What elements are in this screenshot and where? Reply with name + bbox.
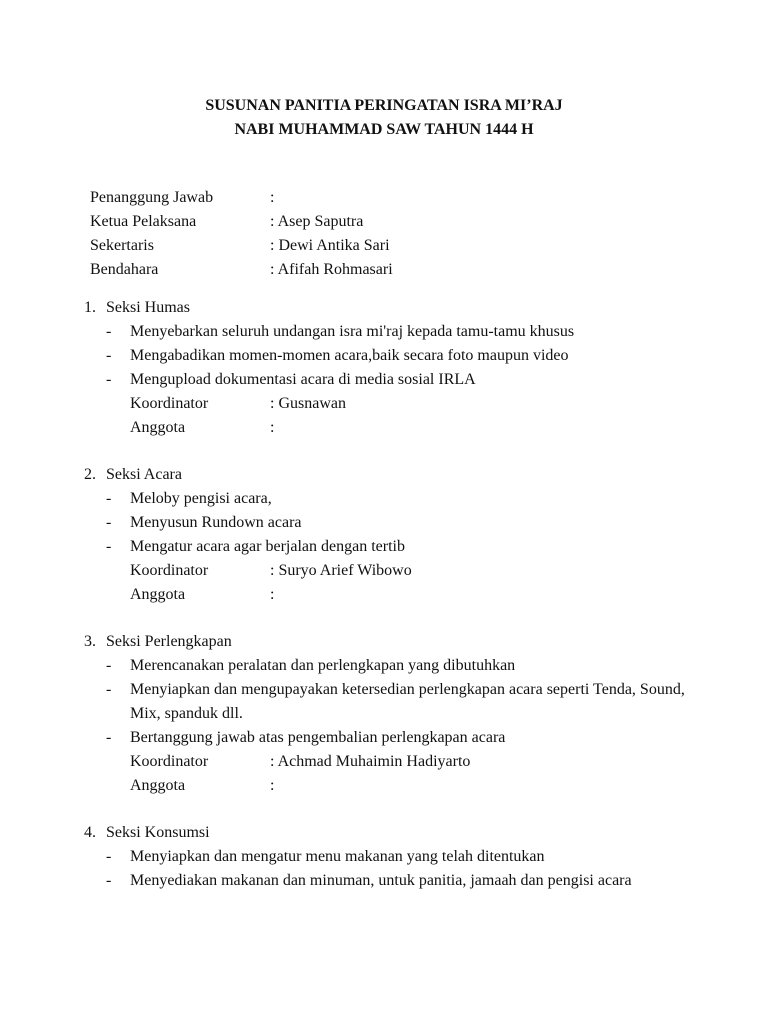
officer-label: Penanggung Jawab bbox=[90, 189, 214, 206]
officer-value: : bbox=[270, 189, 275, 206]
bullet-dash: - bbox=[106, 657, 112, 674]
anggota-row bbox=[84, 774, 684, 798]
officer-row-penanggung-jawab bbox=[90, 186, 590, 210]
koordinator-label: Koordinator bbox=[130, 395, 209, 412]
officer-label: Ketua Pelaksana bbox=[90, 213, 197, 230]
koordinator-value: : Gusnawan bbox=[270, 395, 346, 412]
list-item bbox=[84, 535, 690, 559]
section-perlengkapan bbox=[84, 630, 684, 798]
section-number: 4. bbox=[84, 824, 96, 841]
list-item bbox=[84, 726, 690, 750]
task-text: Bertanggung jawab atas pengembalian perlengkapan acara bbox=[130, 729, 506, 746]
section-acara bbox=[84, 463, 684, 607]
koordinator-value: : Suryo Arief Wibowo bbox=[270, 562, 412, 579]
officers-list bbox=[90, 186, 590, 282]
section-title: Seksi Konsumsi bbox=[106, 824, 210, 841]
bullet-dash: - bbox=[106, 872, 112, 889]
task-text: Menyebarkan seluruh undangan isra mi'raj kepada tamu-tamu khusus bbox=[130, 323, 575, 340]
anggota-value: : bbox=[270, 419, 275, 436]
section-heading bbox=[84, 821, 684, 845]
task-text: Menyusun Rundown acara bbox=[130, 514, 302, 531]
list-item bbox=[84, 654, 690, 678]
task-text: Menyiapkan dan mengatur menu makanan yang telah ditentukan bbox=[130, 848, 545, 865]
list-item bbox=[84, 344, 690, 368]
section-number: 1. bbox=[84, 299, 96, 316]
koordinator-label: Koordinator bbox=[130, 753, 209, 770]
koordinator-row bbox=[84, 392, 684, 416]
section-heading bbox=[84, 296, 684, 320]
list-item bbox=[84, 320, 690, 344]
section-title: Seksi Humas bbox=[106, 299, 190, 316]
task-text: Menyiapkan dan mengupayakan ketersedian perlengkapan acara seperti Tenda, Sound, Mix, spanduk dll. bbox=[130, 681, 685, 722]
section-humas bbox=[84, 296, 684, 440]
officer-value: : Asep Saputra bbox=[270, 213, 364, 230]
section-number: 2. bbox=[84, 466, 96, 483]
document-title-line1: SUSUNAN PANITIA PERINGATAN ISRA MI’RAJ bbox=[205, 97, 563, 114]
document-title-line2: NABI MUHAMMAD SAW TAHUN 1444 H bbox=[234, 121, 534, 138]
bullet-dash: - bbox=[106, 490, 112, 507]
bullet-dash: - bbox=[106, 371, 112, 388]
anggota-label: Anggota bbox=[130, 586, 186, 603]
section-title: Seksi Acara bbox=[106, 466, 182, 483]
task-text: Mengabadikan momen-momen acara,baik secara foto maupun video bbox=[130, 347, 569, 364]
anggota-row bbox=[84, 416, 684, 440]
list-item bbox=[84, 368, 690, 392]
officer-label: Sekertaris bbox=[90, 237, 154, 254]
bullet-dash: - bbox=[106, 538, 112, 555]
anggota-value: : bbox=[270, 777, 275, 794]
officer-value: : Afifah Rohmasari bbox=[270, 261, 393, 278]
anggota-label: Anggota bbox=[130, 777, 186, 794]
officer-row-sekertaris bbox=[90, 234, 590, 258]
section-heading bbox=[84, 463, 684, 487]
officer-row-bendahara bbox=[90, 258, 590, 282]
bullet-dash: - bbox=[106, 848, 112, 865]
task-text: Mengatur acara agar berjalan dengan tertib bbox=[130, 538, 405, 555]
task-text: Merencanakan peralatan dan perlengkapan yang dibutuhkan bbox=[130, 657, 516, 674]
bullet-dash: - bbox=[106, 347, 112, 364]
list-item bbox=[84, 487, 690, 511]
list-item bbox=[84, 511, 690, 535]
bullet-dash: - bbox=[106, 681, 112, 698]
task-text: Mengupload dokumentasi acara di media sosial IRLA bbox=[130, 371, 476, 388]
list-item bbox=[84, 869, 690, 893]
koordinator-label: Koordinator bbox=[130, 562, 209, 579]
anggota-label: Anggota bbox=[130, 419, 186, 436]
section-konsumsi bbox=[84, 821, 684, 893]
list-item bbox=[84, 845, 690, 869]
task-text: Meloby pengisi acara, bbox=[130, 490, 272, 507]
officer-value: : Dewi Antika Sari bbox=[270, 237, 390, 254]
section-title: Seksi Perlengkapan bbox=[106, 633, 232, 650]
koordinator-row bbox=[84, 559, 684, 583]
list-item bbox=[84, 678, 690, 726]
bullet-dash: - bbox=[106, 323, 112, 340]
task-text: Menyediakan makanan dan minuman, untuk panitia, jamaah dan pengisi acara bbox=[130, 872, 632, 889]
section-number: 3. bbox=[84, 633, 96, 650]
anggota-row bbox=[84, 583, 684, 607]
anggota-value: : bbox=[270, 586, 275, 603]
koordinator-row bbox=[84, 750, 684, 774]
bullet-dash: - bbox=[106, 514, 112, 531]
officer-row-ketua-pelaksana bbox=[90, 210, 590, 234]
officer-label: Bendahara bbox=[90, 261, 159, 278]
bullet-dash: - bbox=[106, 729, 112, 746]
koordinator-value: : Achmad Muhaimin Hadiyarto bbox=[270, 753, 471, 770]
section-heading bbox=[84, 630, 684, 654]
